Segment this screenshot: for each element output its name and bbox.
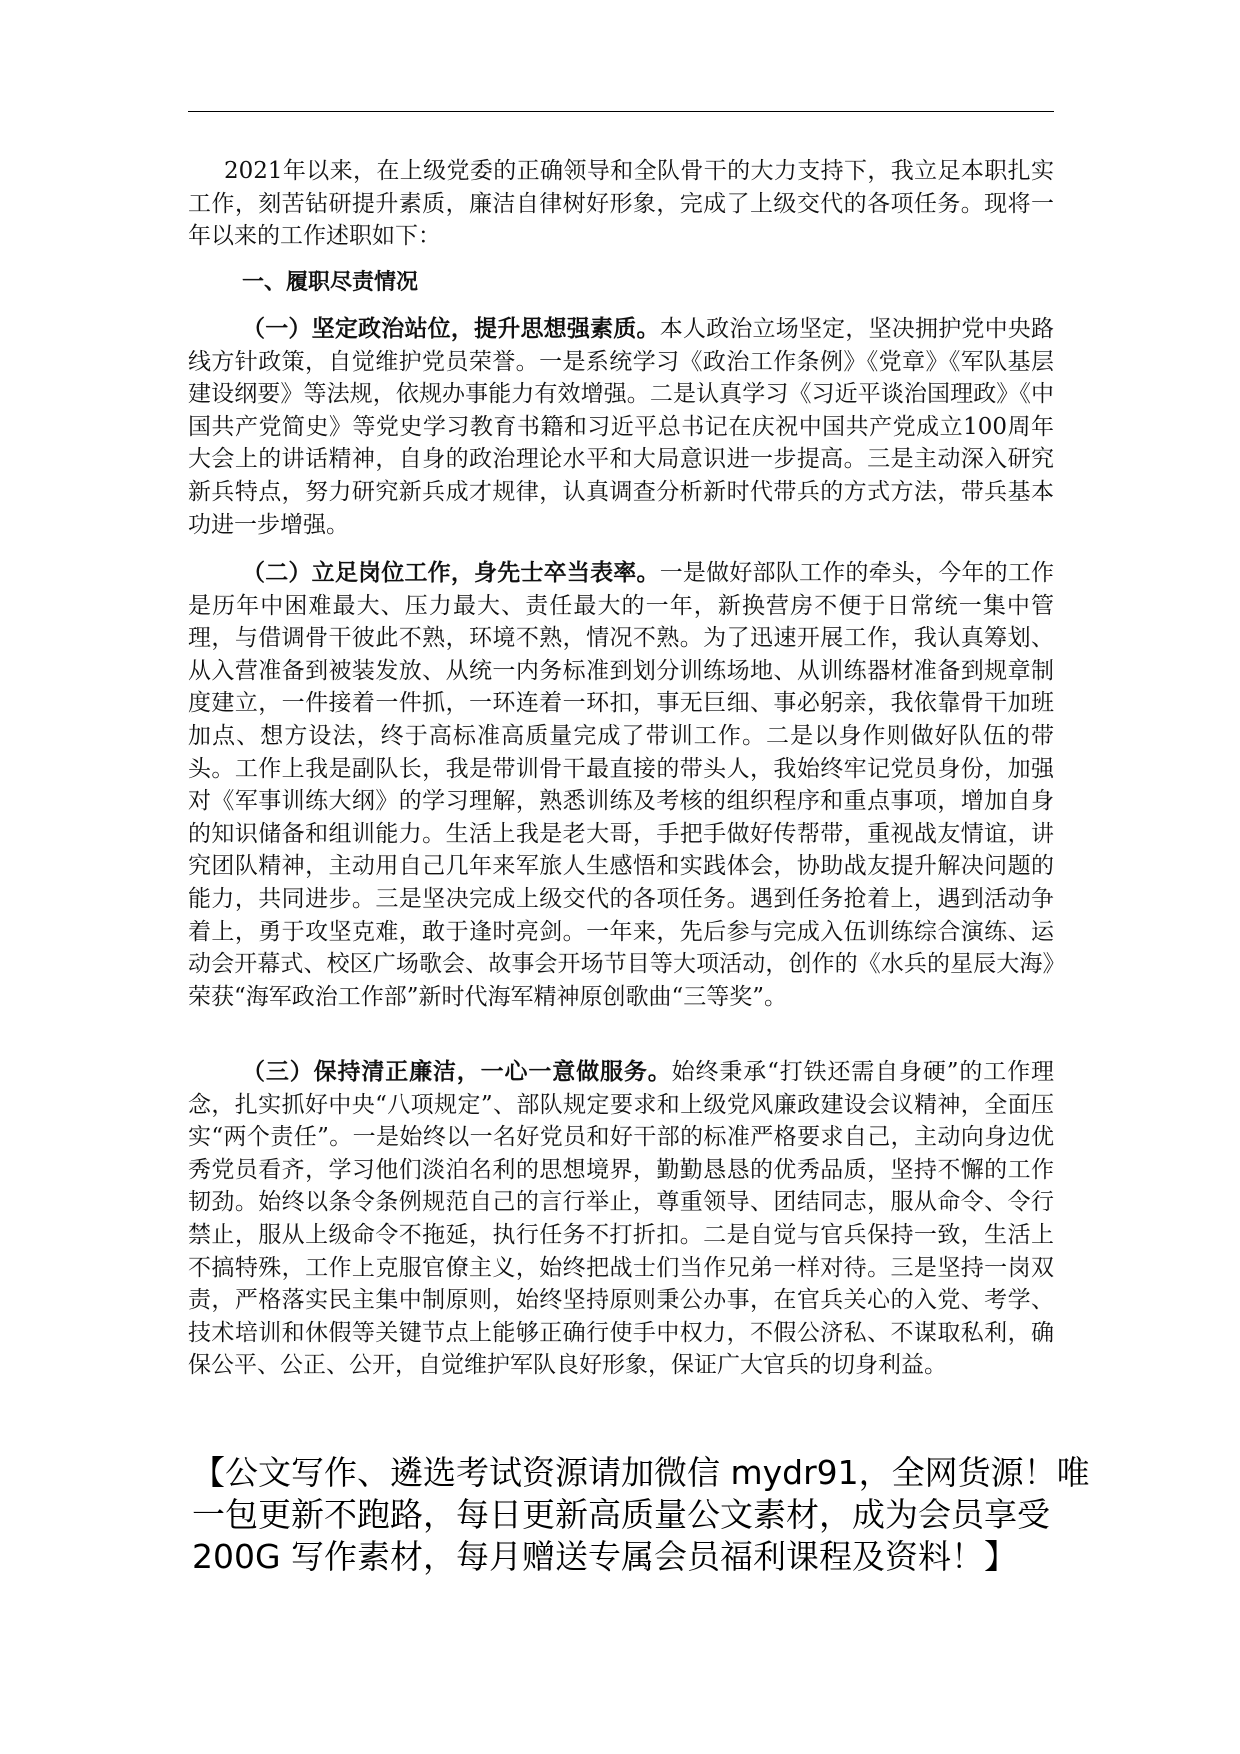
paragraph-3-lead: （三）保持清正廉洁，一心一意做服务。 xyxy=(242,1059,672,1085)
paragraph-3-text: 始终秉承“打铁还需自身硬”的工作理念，扎实抓好中央“八项规定”、部队规定要求和上级党风廉政建设会议精神，全面压实“两个责任”。一是始终以一名好党员和好干部的标准严格要求自己，主动向身边优秀党员看齐，学习他们淡泊名利的思想境界，勤勤恳恳的优秀品质，坚持不懈的工作韧劲。始终以条令条例规范自己的言行举止，尊重领导、团结同志，服从命令、令行禁止，服从上级命令不拖延，执行任务不打折扣。二是自觉与官兵保持一致，生活上不搞特殊，工作上克服官僚主义，始终把战士们当作兄弟一样对待。三是坚持一岗双责，严格落实民主集中制原则，始终坚持原则秉公办事，在官兵关心的入党、考学、技术培训和休假等关键节点上能够正确行使手中权力，不假公济私、不谋取私利，确保公平、公正、公开，自觉维护军队良好形象，保证广大官兵的切身利益。 xyxy=(188,1059,1054,1379)
header-rule xyxy=(188,111,1054,112)
footer-ad: 【公文写作、遴选考试资源请加微信 mydr91，全网货源！唯一包更新不跑路，每日更新高质量公文素材，成为会员享受 200G 写作素材，每月赠送专属会员福利课程及资料！】 xyxy=(192,1453,1090,1576)
paragraph-1-lead: （一）坚定政治站位，提升思想强素质。 xyxy=(242,316,660,342)
section-heading: 一、履职尽责情况 xyxy=(242,270,419,295)
paragraph-2-text: 一是做好部队工作的牵头，今年的工作是历年中困难最大、压力最大、责任最大的一年，新换营房不便于日常统一集中管理，与借调骨干彼此不熟，环境不熟，情况不熟。为了迅速开展工作，我认真筹划、从入营准备到被装发放、从统一内务标准到划分训练场地、从训练器材准备到规章制度建立，一件接着一件抓，一环连着一环扣，事无巨细、事必躬亲，我依靠骨干加班加点、想方设法，终于高标准高质量完成了带训工作。二是以身作则做好队伍的带头。工作上我是副队长，我是带训骨干最直接的带头人，我始终牢记党员身份，加强对《军事训练大纲》的学习理解，熟悉训练及考核的组织程序和重点事项，增加自身的知识储备和组训能力。生活上我是老大哥，手把手做好传帮带，重视战友情谊，讲究团队精神，主动用自己几年来军旅人生感悟和实践体会，协助战友提升解决问题的能力，共同进步。三是坚决完成上级交代的各项任务。遇到任务抢着上，遇到活动争着上，勇于攻坚克难，敢于逢时亮剑。一年来，先后参与完成入伍训练综合演练、运动会开幕式、校区广场歌会、故事会开场节目等大项活动，创作的《水兵的星辰大海》荣获“海军政治工作部”新时代海军精神原创歌曲“三等奖”。 xyxy=(188,560,1055,1010)
paragraph-1 xyxy=(188,313,1054,541)
paragraph-2-lead: （二）立足岗位工作，身先士卒当表率。 xyxy=(242,560,660,586)
paragraph-3 xyxy=(188,1056,1054,1382)
paragraph-1-text: 本人政治立场坚定，坚决拥护党中央路线方针政策，自觉维护党员荣誉。一是系统学习《政治工作条例》《党章》《军队基层建设纲要》等法规，依规办事能力有效增强。二是认真学习《习近平谈治国理政》《中国共产党简史》等党史学习教育书籍和习近平总书记在庆祝中国共产党成立100周年大会上的讲话精神，自身的政治理论水平和大局意识进一步提高。三是主动深入研究新兵特点，努力研究新兵成才规律，认真调查分析新时代带兵的方式方法，带兵基本功进一步增强。 xyxy=(188,316,1055,538)
paragraph-2 xyxy=(188,557,1054,1013)
intro-paragraph: 2021年以来，在上级党委的正确领导和全队骨干的大力支持下，我立足本职扎实工作，刻苦钻研提升素质，廉洁自律树好形象，完成了上级交代的各项任务。现将一年以来的工作述职如下： xyxy=(188,158,1054,250)
